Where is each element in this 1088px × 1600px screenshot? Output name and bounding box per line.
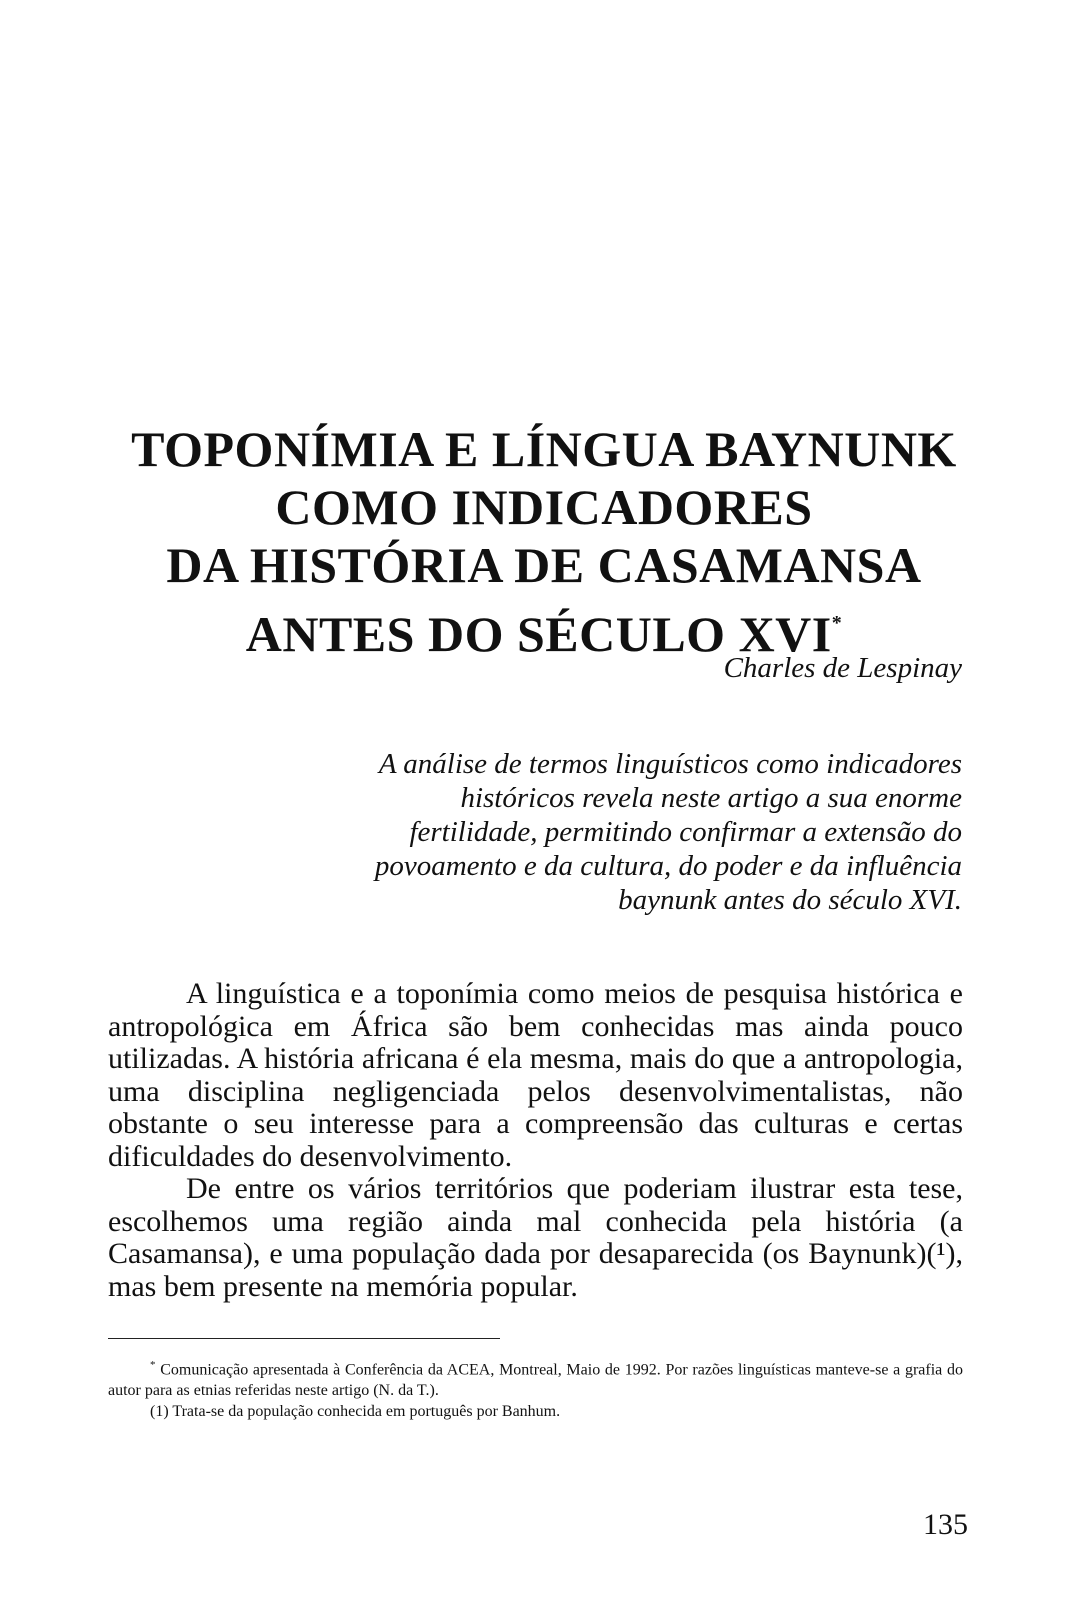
abstract-line: históricos revela neste artigo a sua enorme bbox=[460, 782, 962, 814]
article-title bbox=[110, 420, 978, 663]
footnotes bbox=[108, 1355, 963, 1422]
footnote-text: Comunicação apresentada à Conferência da ACEA, Montreal, Maio de 1992. Por razões linguísticas manteve-se a grafia do autor para as etnias referidas neste artigo (N. da T.). bbox=[108, 1361, 963, 1400]
title-line-1: TOPONÍMIA E LÍNGUA BAYNUNK bbox=[131, 421, 957, 477]
title-line-2: COMO INDICADORES bbox=[275, 479, 813, 535]
title-line-3: DA HISTÓRIA DE CASAMANSA bbox=[166, 537, 922, 593]
abstract-line: fertilidade, permitindo confirmar a extensão do bbox=[409, 816, 962, 848]
footnote bbox=[108, 1355, 963, 1401]
footnote-divider bbox=[108, 1338, 500, 1339]
abstract-line: baynunk antes do século XVI. bbox=[618, 884, 962, 916]
title-line-4-text: ANTES DO SÉCULO XVI bbox=[245, 606, 832, 662]
footnote bbox=[108, 1401, 963, 1422]
page-number: 135 bbox=[923, 1508, 968, 1541]
title-footnote-marker: * bbox=[831, 612, 843, 634]
footnote-text: Trata-se da população conhecida em português por Banhum. bbox=[172, 1403, 561, 1421]
footnote-marker: (1) bbox=[150, 1403, 169, 1421]
body-paragraph: A linguística e a toponímia como meios de pesquisa histórica e antropológica em África são bem conhecidas mas ainda pouco utilizadas. A história africana é ela mesma, mais do que a antropologia, uma disciplina negligenciada pelos desenvolvimentalistas, não obstante o seu interesse para a compreensão das culturas e certas dificuldades do desenvolvimento. bbox=[108, 977, 963, 1173]
abstract bbox=[250, 747, 962, 917]
footnote-marker: * bbox=[150, 1359, 156, 1371]
author-name: Charles de Lespinay bbox=[723, 652, 962, 684]
body-text bbox=[108, 978, 963, 1303]
abstract-line: povoamento e da cultura, do poder e da influência bbox=[374, 850, 962, 882]
abstract-line: A análise de termos linguísticos como indicadores bbox=[378, 748, 962, 780]
body-paragraph: De entre os vários territórios que poderiam ilustrar esta tese, escolhemos uma região ainda mal conhecida pela história (a Casamansa), e uma população dada por desaparecida (os Baynunk)(¹), mas bem presente na memória popular. bbox=[108, 1172, 963, 1303]
